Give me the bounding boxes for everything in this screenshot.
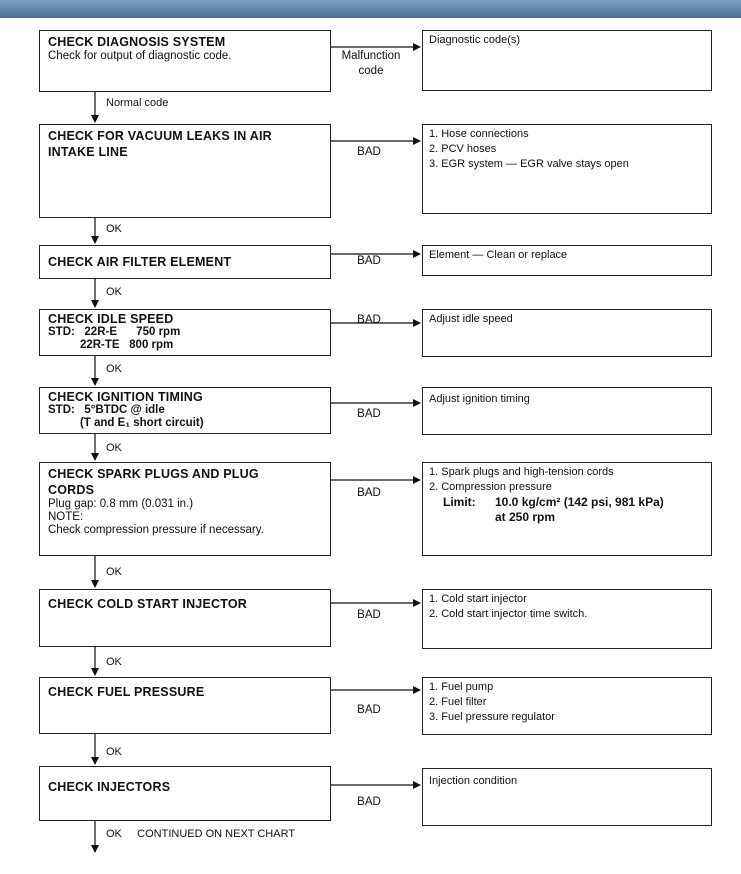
flow-label-ok: OK [106, 746, 122, 758]
step-title: CHECK IDLE SPEED [48, 312, 174, 326]
flow-label-continued: OK CONTINUED ON NEXT CHART [106, 828, 296, 840]
step-text: NOTE: [48, 511, 84, 523]
condition-bad: BAD [357, 796, 381, 808]
result-text: Element — Clean or replace [429, 249, 568, 261]
step-title: CHECK AIR FILTER ELEMENT [48, 255, 232, 269]
step-title: CHECK SPARK PLUGS AND PLUG CORDS [48, 467, 259, 497]
step-title: CHECK COLD START INJECTOR [48, 597, 247, 611]
step-text: (T and E₁ short circuit) [48, 417, 204, 429]
condition-bad: BAD [357, 146, 381, 158]
step-title: CHECK IGNITION TIMING [48, 390, 203, 404]
result-text: Injection condition [429, 775, 518, 787]
result-item: 1. Fuel pump [429, 681, 494, 693]
condition-bad: BAD [357, 609, 381, 621]
condition-label: Malfunction code [341, 50, 401, 77]
condition-bad: BAD [357, 255, 381, 267]
flow-label-ok: OK [106, 656, 122, 668]
step-text: STD: 5°BTDC @ idle [48, 404, 165, 416]
step-title: CHECK DIAGNOSIS SYSTEM [48, 35, 226, 49]
step-text: Plug gap: 0.8 mm (0.031 in.) [48, 498, 194, 510]
flow-label-ok: OK [106, 223, 122, 235]
result-text: Adjust idle speed [429, 313, 513, 325]
step-text: Check compression pressure if necessary. [48, 524, 264, 536]
step-title: CHECK INJECTORS [48, 780, 171, 794]
result-limit-value: 10.0 kg/cm² (142 psi, 981 kPa) [495, 495, 664, 509]
result-item: 1. Spark plugs and high-tension cords [429, 466, 614, 478]
step-title: CHECK FUEL PRESSURE [48, 685, 205, 699]
result-limit-condition: at 250 rpm [495, 510, 556, 524]
flow-label-ok: OK [106, 442, 122, 454]
flow-label-ok: OK [106, 286, 122, 298]
result-item: 3. EGR system — EGR valve stays open [429, 158, 629, 170]
result-item: 1. Hose connections [429, 128, 529, 140]
result-item: 2. PCV hoses [429, 143, 497, 155]
step-text: 22R-TE 800 rpm [48, 339, 174, 351]
result-text: Adjust ignition timing [429, 393, 530, 405]
condition-bad: BAD [357, 487, 381, 499]
condition-bad: BAD [357, 314, 381, 326]
result-item: 2. Fuel filter [429, 696, 487, 708]
condition-bad: BAD [357, 408, 381, 420]
flow-label-ok: OK [106, 363, 122, 375]
result-item: 2. Compression pressure [429, 481, 552, 493]
step-title: CHECK FOR VACUUM LEAKS IN AIR INTAKE LINE [48, 129, 272, 159]
result-item: 2. Cold start injector time switch. [429, 608, 588, 620]
result-limit-label: Limit: [443, 495, 476, 509]
step-text: STD: 22R-E 750 rpm [48, 326, 181, 338]
step-text: Check for output of diagnostic code. [48, 50, 232, 62]
result-item: 3. Fuel pressure regulator [429, 711, 555, 723]
flow-label-ok: OK [106, 566, 122, 578]
result-item: 1. Cold start injector [429, 593, 527, 605]
flow-label-normal-code: Normal code [106, 97, 169, 109]
condition-bad: BAD [357, 704, 381, 716]
result-text: Diagnostic code(s) [429, 34, 521, 46]
